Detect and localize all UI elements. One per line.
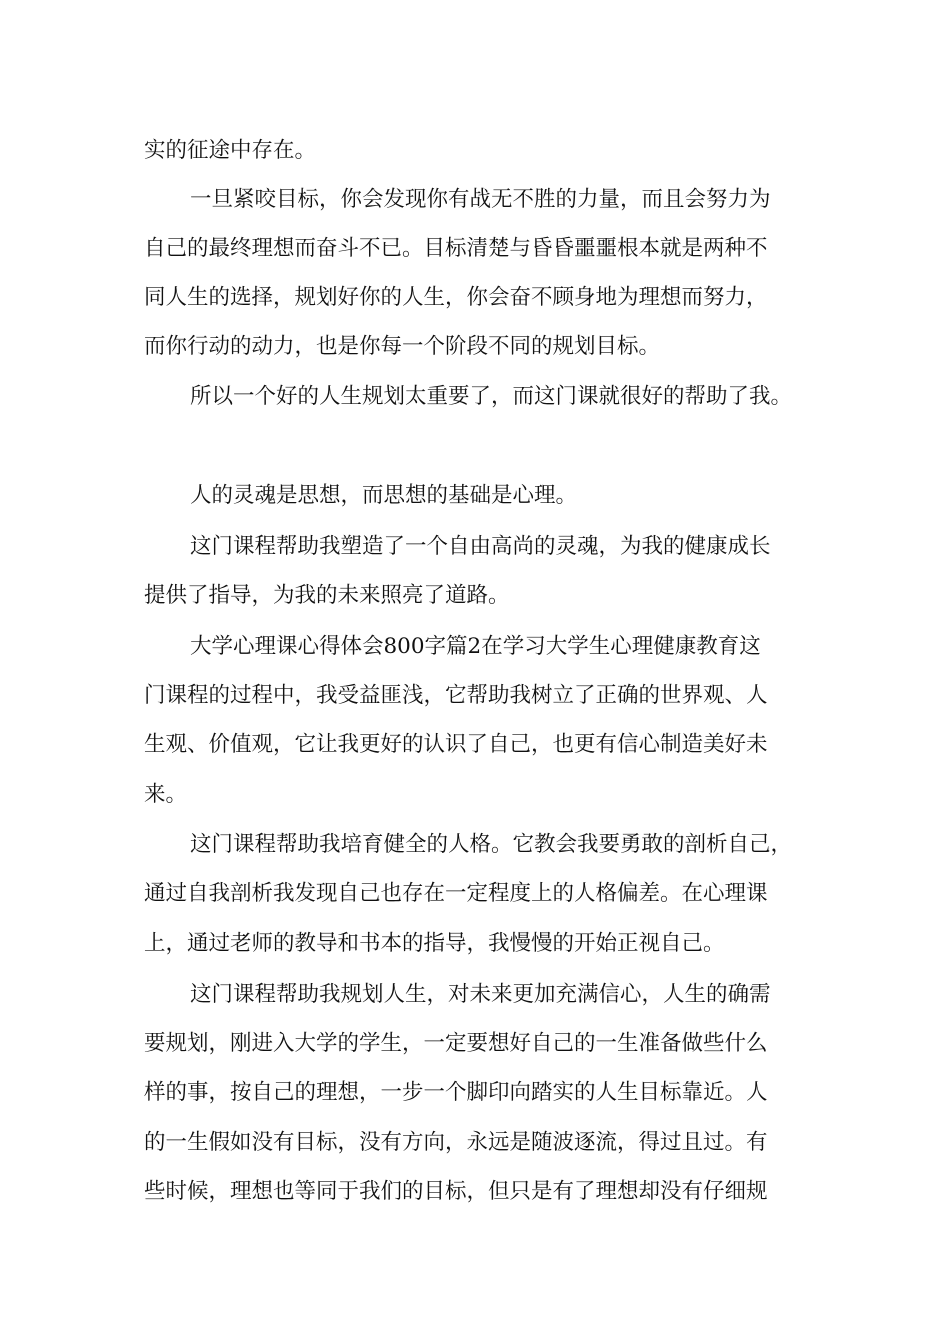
text-line: 门课程的过程中，我受益匪浅，它帮助我树立了正确的世界观、人 [144, 683, 768, 708]
text-line: 自己的最终理想而奋斗不已。目标清楚与昏昏噩噩根本就是两种不 [144, 236, 768, 261]
text-line: 人的灵魂是思想，而思想的基础是心理。 [190, 483, 578, 508]
text-line: 一旦紧咬目标，你会发现你有战无不胜的力量，而且会努力为 [190, 187, 771, 212]
text-line: 要规划，刚进入大学的学生，一定要想好自己的一生准备做些什么 [144, 1031, 768, 1056]
text-line: 这门课程帮助我塑造了一个自由高尚的灵魂，为我的健康成长 [190, 534, 771, 559]
text-line: 实的征途中存在。 [144, 138, 317, 163]
text-line: 这门课程帮助我培育健全的人格。它教会我要勇敢的剖析自己， [190, 832, 793, 857]
text-line: 大学心理课心得体会800字篇2在学习大学生心理健康教育这 [190, 634, 761, 659]
text-line: 的一生假如没有目标，没有方向，永远是随波逐流，得过且过。有 [144, 1130, 768, 1155]
text-line: 提供了指导，为我的未来照亮了道路。 [144, 583, 510, 608]
text-line: 所以一个好的人生规划太重要了，而这门课就很好的帮助了我。 [190, 384, 793, 409]
text-line: 生观、价值观，它让我更好的认识了自己，也更有信心制造美好未 [144, 732, 768, 757]
text-line: 样的事，按自己的理想，一步一个脚印向踏实的人生目标靠近。人 [144, 1080, 768, 1105]
text-line: 些时候，理想也等同于我们的目标，但只是有了理想却没有仔细规 [144, 1179, 768, 1204]
text-line: 上，通过老师的教导和书本的指导，我慢慢的开始正视自己。 [144, 931, 725, 956]
text-line: 而你行动的动力，也是你每一个阶段不同的规划目标。 [144, 334, 661, 359]
text-line: 通过自我剖析我发现自己也存在一定程度上的人格偏差。在心理课 [144, 881, 768, 906]
text-line: 这门课程帮助我规划人生，对未来更加充满信心，人生的确需 [190, 982, 771, 1007]
text-line: 来。 [144, 782, 188, 807]
text-line: 同人生的选择，规划好你的人生，你会奋不顾身地为理想而努力， [144, 285, 768, 310]
